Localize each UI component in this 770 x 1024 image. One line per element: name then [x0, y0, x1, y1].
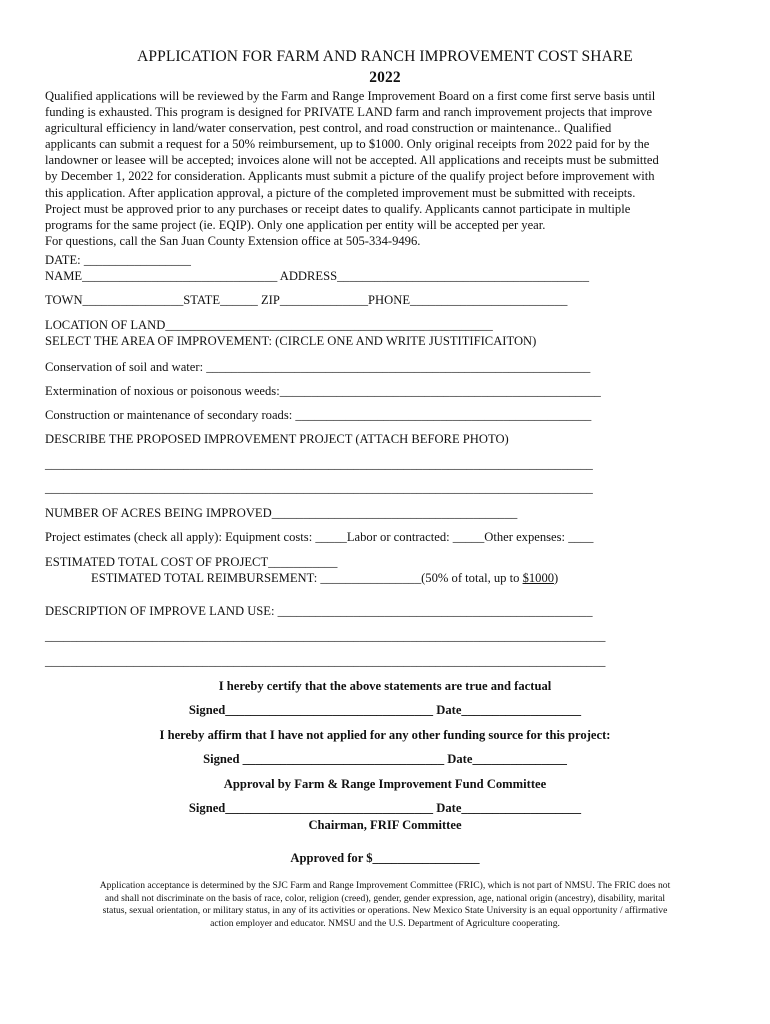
intro-line: by December 1, 2022 for consideration. Applicants must submit a picture of the qualify project before improvement with [45, 169, 655, 184]
town-state-zip-phone-field[interactable]: TOWN________________STATE______ ZIP______________PHONE_________________________ [45, 293, 568, 307]
total-cost-field[interactable]: ESTIMATED TOTAL COST OF PROJECT___________ [45, 555, 338, 569]
chairman-label: Chairman, FRIF Committee [308, 818, 462, 832]
intro-line: this application. After application approval, a picture of the completed improvement must be submitted with receipts. [45, 185, 636, 200]
intro-line: funding is exhausted. This program is designed for PRIVATE LAND farm and ranch improvement projects that improve [45, 105, 653, 120]
land-use-blank-line[interactable]: _________________________________________________________________________________________ [45, 629, 606, 643]
footer-line: Application acceptance is determined by the SJC Farm and Range Improvement Committee (FRIC), which is not part of NMSU. The FRIC does not [99, 880, 671, 891]
intro-line: programs for the same project (ie. EQIP). Only one application per entity will be accepted per year. [45, 217, 546, 232]
intro-line: For questions, call the San Juan County Extension office at 505-334-9496. [45, 233, 421, 248]
intro-line: Project must be approved prior to any purchases or receipt dates to qualify. Applicants cannot participate in multiple [45, 201, 631, 216]
intro-paragraph [45, 88, 725, 249]
reimbursement-cap: $1000 [522, 571, 555, 585]
footer-line: action employer and educator. NMSU and the U.S. Department of Agriculture cooperating. [210, 917, 560, 929]
intro-line: applicants can submit a request for a 50% reimbursement, up to $1000. Only original receipts from 2022 paid for by the [45, 137, 650, 152]
reimbursement-label: ESTIMATED TOTAL REIMBURSEMENT: ________________(50% of total, up to [91, 571, 523, 585]
describe-blank-line[interactable]: _______________________________________________________________________________________ [45, 457, 593, 471]
conservation-option[interactable]: Conservation of soil and water: _____________________________________________________________ [45, 360, 591, 374]
nondiscrimination-footer [40, 880, 730, 930]
reimbursement-close: ) [554, 571, 559, 585]
reimbursement-field[interactable] [91, 571, 558, 586]
form-title: APPLICATION FOR FARM AND RANCH IMPROVEMENT COST SHARE [137, 48, 633, 65]
describe-blank-line[interactable]: _______________________________________________________________________________________ [45, 481, 593, 495]
name-address-field[interactable]: NAME_______________________________ ADDRESS________________________________________ [45, 269, 589, 283]
location-field[interactable]: LOCATION OF LAND____________________________________________________ [45, 318, 493, 332]
intro-line: Qualified applications will be reviewed by the Farm and Range Improvement Board on a first come first serve basis until [45, 89, 656, 103]
footer-line: and shall not discriminate on the basis of race, color, religion (creed), gender, gender expression, age, national origin (ancestry), disability, marital [104, 892, 666, 904]
approved-for-field[interactable]: Approved for $_________________ [290, 851, 480, 865]
select-area-instruction: SELECT THE AREA OF IMPROVEMENT: (CIRCLE ONE AND WRITE JUSTITIFICAITON) [45, 334, 537, 348]
approval-heading: Approval by Farm & Range Improvement Fund Committee [223, 777, 547, 791]
land-use-field[interactable]: DESCRIPTION OF IMPROVE LAND USE: __________________________________________________ [45, 604, 593, 618]
form-year: 2022 [369, 69, 401, 86]
intro-line: landowner or leasee will be accepted; invoices alone will not be accepted. All applications and receipts must be submitted [45, 153, 659, 168]
describe-project-heading: DESCRIBE THE PROPOSED IMPROVEMENT PROJECT (ATTACH BEFORE PHOTO) [45, 432, 509, 446]
committee-signature-line[interactable]: Signed_________________________________ Date___________________ [188, 801, 582, 815]
land-use-blank-line[interactable]: _________________________________________________________________________________________ [45, 654, 606, 668]
acres-field[interactable]: NUMBER OF ACRES BEING IMPROVED_______________________________________ [45, 506, 518, 520]
extermination-option[interactable]: Extermination of noxious or poisonous weeds:___________________________________________________ [45, 384, 601, 398]
signature-date-line-2[interactable]: Signed ________________________________ Date_______________ [203, 752, 567, 766]
certify-statement: I hereby certify that the above statements are true and factual [218, 679, 552, 693]
affirm-statement: I hereby affirm that I have not applied for any other funding source for this project: [159, 728, 611, 742]
intro-line: agricultural efficiency in land/water conservation, pest control, and road construction or maintenance.. Qualified [45, 121, 612, 136]
date-field[interactable]: DATE: _________________ [45, 253, 191, 267]
project-estimates-field[interactable]: Project estimates (check all apply): Equipment costs: _____Labor or contracted: _____Other expenses: ____ [45, 530, 594, 544]
footer-line: status, sexual orientation, or military status, in any of its activities or operations. New Mexico State University is an equal opportunity / affirmative [102, 905, 668, 916]
signature-date-line[interactable]: Signed_________________________________ Date___________________ [188, 703, 582, 717]
construction-option[interactable]: Construction or maintenance of secondary roads: _______________________________________________ [45, 408, 592, 422]
